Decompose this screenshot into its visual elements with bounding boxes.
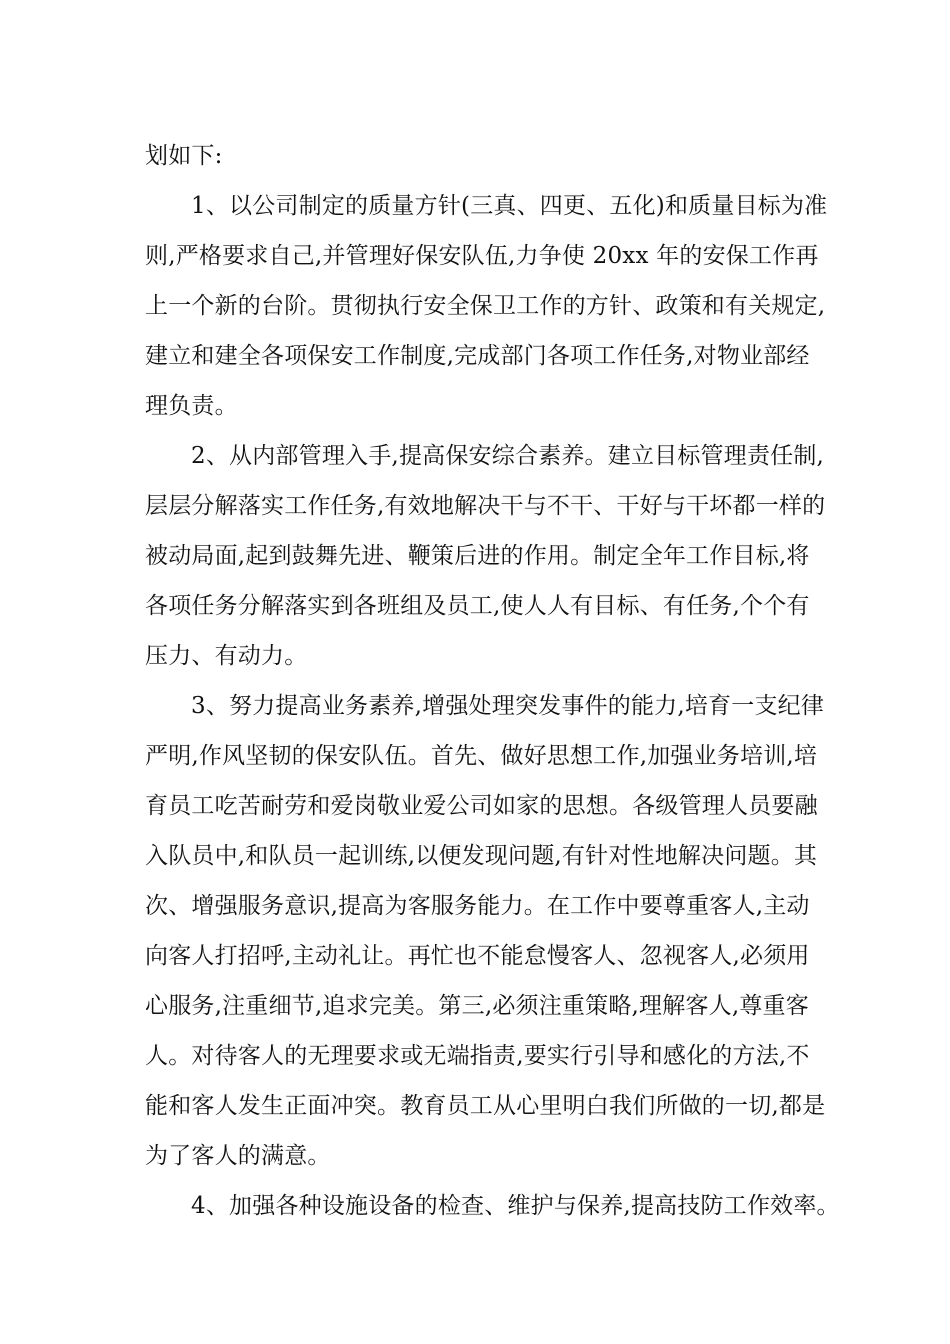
paragraph-3-line: 次、增强服务意识,提高为客服务能力。在工作中要尊重客人,主动: [145, 893, 810, 919]
paragraph-2-line: 层层分解落实工作任务,有效地解决干与不干、干好与干坏都一样的: [145, 493, 826, 519]
paragraph-1-line: 理负责。: [145, 393, 238, 419]
paragraph-2-line: 2、从内部管理入手,提高保安综合素养。建立目标管理责任制,: [191, 443, 825, 469]
paragraph-1-line: 则,严格要求自己,并管理好保安队伍,力争使 20xx 年的安保工作再: [145, 243, 819, 269]
paragraph-1-line: 建立和建全各项保安工作制度,完成部门各项工作任务,对物业部经: [145, 343, 810, 369]
text-line: 划如下:: [145, 143, 223, 169]
paragraph-3-line: 育员工吃苦耐劳和爱岗敬业爱公司如家的思想。各级管理人员要融: [145, 793, 818, 819]
paragraph-3-line: 能和客人发生正面冲突。教育员工从心里明白我们所做的一切,都是: [145, 1093, 826, 1119]
paragraph-3-line: 入队员中,和队员一起训练,以便发现问题,有针对性地解决问题。其: [145, 843, 818, 869]
paragraph-2-line: 各项任务分解落实到各班组及员工,使人人有目标、有任务,个个有: [145, 593, 810, 619]
paragraph-3-line: 人。对待客人的无理要求或无端指责,要实行引导和感化的方法,不: [145, 1043, 810, 1069]
paragraph-3-line: 心服务,注重细节,追求完美。第三,必须注重策略,理解客人,尊重客: [145, 993, 809, 1019]
paragraph-3-line: 3、努力提高业务素养,增强处理突发事件的能力,培育一支纪律: [191, 693, 825, 719]
document-body: [145, 131, 840, 1231]
paragraph-1-line: 1、以公司制定的质量方针(三真、四更、五化)和质量目标为准: [191, 193, 828, 219]
paragraph-2-line: 压力、有动力。: [145, 643, 308, 669]
paragraph-2-line: 被动局面,起到鼓舞先进、鞭策后进的作用。制定全年工作目标,将: [145, 543, 810, 569]
paragraph-3-line: 向客人打招呼,主动礼让。再忙也不能怠慢客人、忽视客人,必须用: [145, 943, 810, 969]
paragraph-3-line: 严明,作风坚韧的保安队伍。首先、做好思想工作,加强业务培训,培: [145, 743, 818, 769]
paragraph-4-line: 4、加强各种设施设备的检查、维护与保养,提高技防工作效率。: [191, 1193, 840, 1219]
paragraph-3-line: 为了客人的满意。: [145, 1143, 331, 1169]
paragraph-1-line: 上一个新的台阶。贯彻执行安全保卫工作的方针、政策和有关规定,: [145, 293, 826, 319]
